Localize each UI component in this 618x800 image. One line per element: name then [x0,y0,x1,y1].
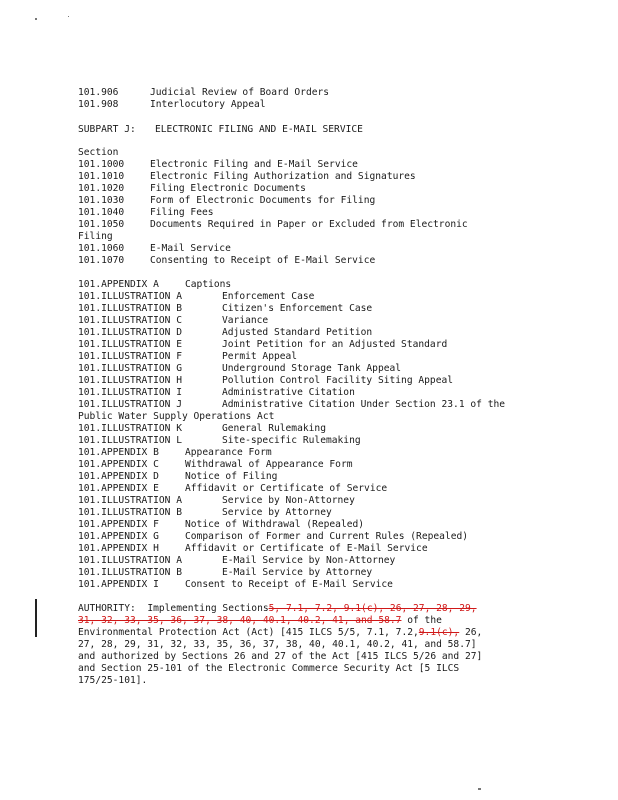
appendix-title: Affidavit or Certificate of E-Mail Service [185,543,428,554]
authority-line-7: 175/25-101]. [78,675,148,686]
section-num: 101.1040 [78,207,125,218]
illustration-label: 101.ILLUSTRATION F [78,351,182,362]
section-title: E-Mail Service [150,243,231,254]
section-num: 101.1050 [78,219,125,230]
illustration-label: 101.ILLUSTRATION A [78,291,182,302]
illustration-label: 101.ILLUSTRATION K [78,423,182,434]
toc-title: Judicial Review of Board Orders [150,87,330,98]
authority-line-6: and Section 25-101 of the Electronic Commerce Security Act [5 ILCS [78,663,460,674]
revision-change-bar [35,599,37,637]
appendix-title: Consent to Receipt of E-Mail Service [185,579,393,590]
section-num: 101.1020 [78,183,125,194]
illustration-title: E-Mail Service by Non-Attorney [222,555,396,566]
illustration-title: Administrative Citation Under Section 23.1 of the [222,399,506,410]
section-title: Filing Fees [150,207,214,218]
illustration-title: Underground Storage Tank Appeal [222,363,402,374]
illustration-label: 101.ILLUSTRATION J [78,399,182,410]
section-num: 101.1070 [78,255,125,266]
illustration-label: 101.ILLUSTRATION G [78,363,182,374]
illustration-title: Enforcement Case [222,291,315,302]
appendix-title: Notice of Filing [185,471,278,482]
authority-label: AUTHORITY: [78,603,136,614]
illustration-title: Adjusted Standard Petition [222,327,373,338]
illustration-title: Variance [222,315,269,326]
appendix-label: 101.APPENDIX F [78,519,159,530]
appendix-label: 101.APPENDIX G [78,531,159,542]
illustration-title-cont: Public Water Supply Operations Act [78,411,275,422]
illustration-title: Pollution Control Facility Siting Appeal [222,375,454,386]
toc-title: Interlocutory Appeal [150,99,266,110]
toc-num: 101.906 [78,87,119,98]
authority-text: 26, [459,627,483,638]
appendix-title: Withdrawal of Appearance Form [185,459,353,470]
scan-speck [68,16,69,17]
illustration-label: 101.ILLUSTRATION I [78,387,182,398]
illustration-title: Service by Attorney [222,507,332,518]
illustration-label: 101.ILLUSTRATION E [78,339,182,350]
illustration-title: Administrative Citation [222,387,355,398]
appendix-label: 101.APPENDIX E [78,483,159,494]
authority-line-1 [78,603,477,615]
illustration-title: Citizen's Enforcement Case [222,303,373,314]
authority-text: Environmental Protection Act (Act) [415 ILCS 5/5, 7.1, 7.2, [78,627,419,638]
illustration-title: Joint Petition for an Adjusted Standard [222,339,448,350]
appendix-title: Captions [185,279,232,290]
authority-line-3 [78,627,482,639]
authority-text: of the [401,615,442,626]
illustration-label: 101.ILLUSTRATION B [78,507,182,518]
scan-speck [35,18,37,20]
appendix-label: 101.APPENDIX A [78,279,159,290]
illustration-label: 101.ILLUSTRATION D [78,327,182,338]
illustration-title: General Rulemaking [222,423,326,434]
toc-num: 101.908 [78,99,119,110]
section-num: 101.1060 [78,243,125,254]
appendix-title: Appearance Form [185,447,272,458]
illustration-label: 101.ILLUSTRATION B [78,303,182,314]
illustration-label: 101.ILLUSTRATION A [78,555,182,566]
appendix-label: 101.APPENDIX D [78,471,159,482]
section-title: Form of Electronic Documents for Filing [150,195,376,206]
appendix-title: Comparison of Former and Current Rules (Repealed) [185,531,469,542]
scan-speck [478,788,481,790]
subpart-label: SUBPART J: [78,124,136,135]
illustration-label: 101.ILLUSTRATION C [78,315,182,326]
illustration-title: Permit Appeal [222,351,298,362]
appendix-title: Notice of Withdrawal (Repealed) [185,519,365,530]
appendix-label: 101.APPENDIX H [78,543,159,554]
subpart-title: ELECTRONIC FILING AND E-MAIL SERVICE [155,124,363,135]
appendix-label: 101.APPENDIX C [78,459,159,470]
appendix-label: 101.APPENDIX I [78,579,159,590]
authority-line-2 [78,615,442,627]
section-num: 101.1010 [78,171,125,182]
authority-line-4: 27, 28, 29, 31, 32, 33, 35, 36, 37, 38, 40, 40.1, 40.2, 41, and 58.7] [78,639,477,650]
deleted-sections-2: 31, 32, 33, 35, 36, 37, 38, 40, 40.1, 40.2, 41, and 58.7 [78,615,402,626]
illustration-label: 101.ILLUSTRATION A [78,495,182,506]
illustration-label: 101.ILLUSTRATION L [78,435,182,446]
section-title: Electronic Filing and E-Mail Service [150,159,358,170]
section-title: Electronic Filing Authorization and Signatures [150,171,416,182]
section-num: 101.1000 [78,159,125,170]
illustration-label: 101.ILLUSTRATION H [78,375,182,386]
section-title-cont: Filing [78,231,113,242]
illustration-title: Site-specific Rulemaking [222,435,361,446]
section-num: 101.1030 [78,195,125,206]
deleted-sections-3: 9.1(c), [418,627,460,638]
section-heading: Section [78,147,119,158]
section-title: Documents Required in Paper or Excluded from Electronic [150,219,468,230]
appendix-label: 101.APPENDIX B [78,447,159,458]
illustration-label: 101.ILLUSTRATION B [78,567,182,578]
appendix-title: Affidavit or Certificate of Service [185,483,388,494]
illustration-title: Service by Non-Attorney [222,495,355,506]
section-title: Filing Electronic Documents [150,183,306,194]
authority-text: Implementing Sections [147,603,269,614]
illustration-title: E-Mail Service by Attorney [222,567,373,578]
deleted-sections-1: 5, 7.1, 7.2, 9.1(c), 26, 27, 28, 29, [268,603,477,614]
authority-line-5: and authorized by Sections 26 and 27 of the Act [415 ILCS 5/26 and 27] [78,651,483,662]
section-title: Consenting to Receipt of E-Mail Service [150,255,376,266]
